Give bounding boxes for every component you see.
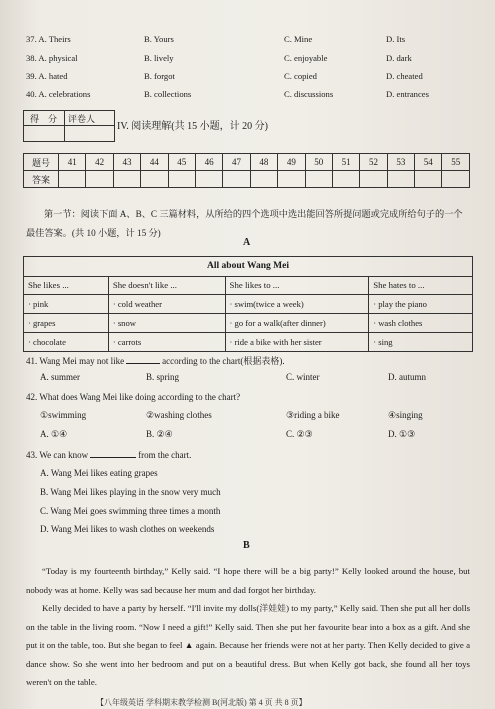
answer-cell[interactable]: [332, 171, 359, 188]
paragraph: Kelly decided to have a party by herself. “I'll invite my dolls(洋娃娃) to my party,” Kelly said. Then she put all her dolls on the table in the living room. “Now I need a gift!” Kelly said. Then she put her favourite bear into a box as a gift. And she put it on the table, too. But she began to feel ▲ again. Because her friends were not at her party. Then Kelly decided to give a dance show. So she went into her bedroom and put on a beautiful dress. But when Kelly got back, she found all her toys weren't on the table.: [26, 603, 470, 687]
answer-cell[interactable]: [415, 171, 442, 188]
option-b: B. ②④: [146, 429, 173, 439]
score-label: 得 分: [30, 114, 58, 124]
wang-mei-table: [23, 256, 473, 352]
column-header: She doesn't like ...: [109, 277, 225, 295]
question-number-cell: 41: [59, 154, 86, 171]
column-header: She likes ...: [24, 277, 108, 295]
divider: [64, 111, 65, 141]
question-number-label: 题号: [24, 154, 59, 171]
table-column: [226, 277, 370, 351]
table-cell: · snow: [109, 314, 225, 333]
option-a: 40. A. celebrations: [26, 89, 91, 99]
option-c: C. enjoyable: [284, 53, 328, 63]
option-c: C. Mine: [284, 34, 313, 44]
passage-b: [26, 562, 470, 692]
answer-cell[interactable]: [141, 171, 168, 188]
question-number-cell: 54: [415, 154, 442, 171]
question-number-cell: 43: [113, 154, 140, 171]
question-number-cell: 44: [141, 154, 168, 171]
option-c: C. Wang Mei goes swimming three times a month: [40, 506, 221, 516]
option-b: B. spring: [146, 372, 180, 382]
choice-4: ④singing: [388, 410, 423, 420]
option-a: 37. A. Theirs: [26, 34, 71, 44]
question-number-cell: 47: [223, 154, 250, 171]
question-42: 42. What does Wang Mei like doing according to the chart?: [26, 392, 241, 402]
option-b: B. lively: [144, 53, 174, 63]
question-number-cell: 52: [360, 154, 387, 171]
answer-blank: [90, 449, 136, 458]
answer-grid: [23, 153, 470, 188]
answer-cell[interactable]: [113, 171, 140, 188]
option-d: D. Its: [386, 34, 406, 44]
option-c: C. ②③: [286, 429, 313, 439]
choice-3: ③riding a bike: [286, 410, 340, 420]
table-title: All about Wang Mei: [24, 257, 472, 277]
table-cell: · ride a bike with her sister: [229, 337, 322, 347]
option-d: D. ①③: [388, 429, 416, 439]
option-d: D. dark: [386, 53, 412, 63]
question-number-cell: 50: [305, 154, 332, 171]
section-instructions: 第一节：阅读下面 A、B、C 三篇材料，从所给的四个选项中选出能回答所提问题或完成所给句子的一个最佳答案。(共 10 小题，计 15 分): [26, 209, 463, 238]
table-column: [369, 277, 472, 351]
column-header: She hates to ...: [369, 277, 472, 295]
question-41: 41. Wang Mei may not like according to the chart(根据表格).: [26, 356, 285, 366]
option-d: D. entrances: [386, 89, 429, 99]
grader-label: 评卷人: [68, 114, 96, 124]
option-a: A. ①④: [40, 429, 68, 439]
answer-cell[interactable]: [278, 171, 305, 188]
question-number-cell: 51: [332, 154, 359, 171]
answer-cell[interactable]: [387, 171, 414, 188]
answer-cell[interactable]: [223, 171, 250, 188]
table-cell: · cold weather: [109, 295, 225, 314]
question-number-cell: 53: [387, 154, 414, 171]
passage-b-heading: B: [243, 540, 250, 551]
option-b: B. collections: [144, 89, 192, 99]
answer-cell[interactable]: [442, 171, 470, 188]
answer-blank: [126, 355, 160, 364]
score-box: [23, 110, 115, 142]
option-a: 38. A. physical: [26, 53, 78, 63]
option-d: D. Wang Mei likes to wash clothes on weekends: [40, 524, 215, 534]
table-column: [24, 277, 109, 351]
option-a: A. summer: [40, 372, 80, 382]
answer-cell[interactable]: [360, 171, 387, 188]
answer-cell[interactable]: [250, 171, 277, 188]
option-b: B. Yours: [144, 34, 174, 44]
option-d: D. autumn: [388, 372, 426, 382]
table-cell: · swim(twice a week): [226, 295, 369, 314]
answer-cell[interactable]: [86, 171, 113, 188]
option-c: C. winter: [286, 372, 320, 382]
answer-cell[interactable]: [168, 171, 195, 188]
question-43: 43. We can know from the chart.: [26, 450, 192, 460]
option-c: C. copied: [284, 71, 317, 81]
answer-cell[interactable]: [59, 171, 86, 188]
answer-cell[interactable]: [305, 171, 332, 188]
option-b: B. forgot: [144, 71, 175, 81]
section-title: IV. 阅读理解(共 15 小题，计 20 分): [117, 121, 268, 132]
answer-cell[interactable]: [195, 171, 222, 188]
passage-a-heading: A: [243, 237, 251, 248]
question-number-cell: 55: [442, 154, 470, 171]
choice-2: ②washing clothes: [146, 410, 212, 420]
table-cell: · pink: [24, 295, 108, 314]
option-a: A. Wang Mei likes eating grapes: [40, 468, 158, 478]
option-c: C. discussions: [284, 89, 334, 99]
column-header: She likes to ...: [226, 277, 369, 295]
option-d: D. cheated: [386, 71, 423, 81]
table-cell: · sing: [373, 337, 393, 347]
table-column: [109, 277, 226, 351]
divider: [24, 125, 114, 126]
page-footer: 【八年级英语 学科期末教学检测 B(河北版) 第 4 页 共 8 页】: [96, 698, 307, 707]
table-cell: · go for a walk(after dinner): [226, 314, 369, 333]
table-cell: · carrots: [112, 337, 142, 347]
table-cell: · wash clothes: [369, 314, 472, 333]
question-number-cell: 49: [278, 154, 305, 171]
option-a: 39. A. hated: [26, 71, 68, 81]
option-b: B. Wang Mei likes playing in the snow very much: [40, 487, 221, 497]
paragraph: “Today is my fourteenth birthday,” Kelly said. “I hope there will be a big party!” Kelly looked around the house, but nobody was at home. Kelly was sad because her mum and dad forgot her birthday.: [26, 566, 470, 595]
answer-label: 答案: [24, 171, 59, 188]
table-cell: · play the piano: [369, 295, 472, 314]
table-cell: · grapes: [24, 314, 108, 333]
table-cell: · chocolate: [28, 337, 66, 347]
question-number-cell: 48: [250, 154, 277, 171]
question-number-cell: 42: [86, 154, 113, 171]
choice-1: ①swimming: [40, 410, 87, 420]
question-number-cell: 45: [168, 154, 195, 171]
question-number-cell: 46: [195, 154, 222, 171]
